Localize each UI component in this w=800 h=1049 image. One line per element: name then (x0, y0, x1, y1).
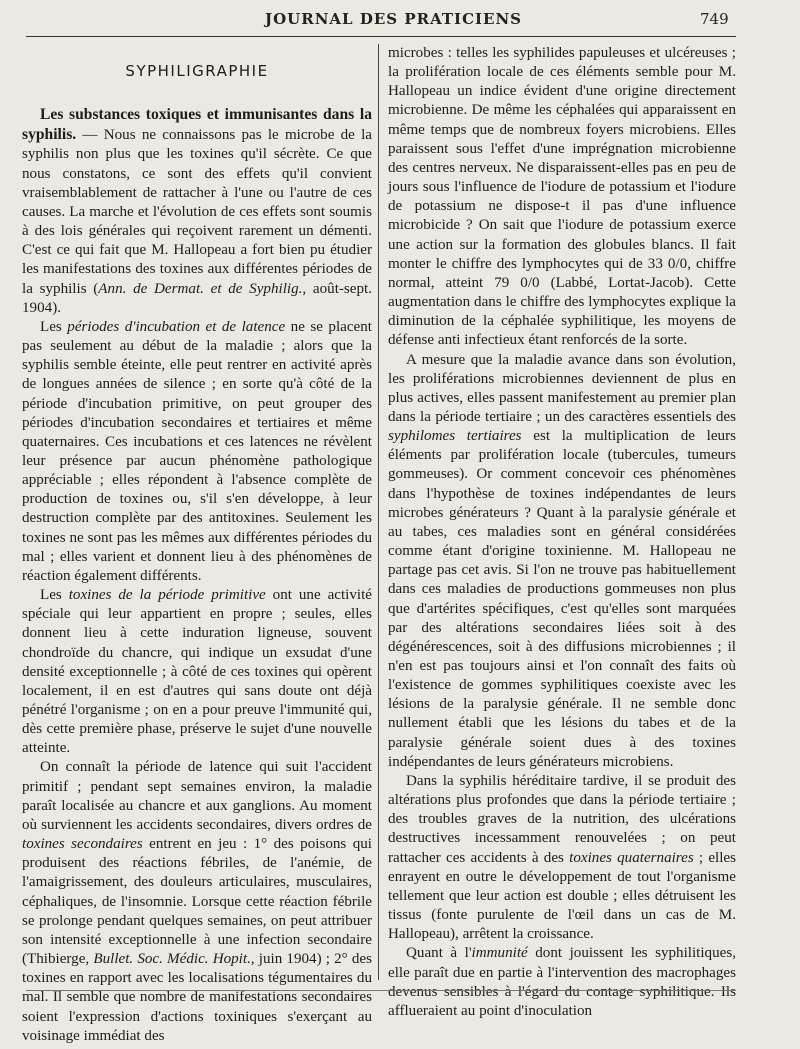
paragraph-text: Les (40, 318, 68, 335)
paragraph (22, 318, 372, 586)
page-number: 749 (700, 10, 729, 28)
paragraph-text: dont jouissent les syphilitiques, elle paraît due en partie à l'intervention des macrophages devenus sensibles à l'égard du contage syphilitique. Ils afflueraient au point d'inoculation (388, 945, 736, 1019)
section-title: SYPHILIGRAPHIE (125, 62, 269, 80)
paragraph-text: ne se placent pas seulement au début de la maladie ; alors que la syphilis semble éteinte, elle peut rentrer en activité après de longues années de silence ; en sorte qu'à côté de la période d'incubation primitive, on peut grouper des périodes d'incubation secondaires et tertiaires et même quaternaires. Ces incubations et ces latences ne révèlent leur présence par aucun phénomène pathologique appréciable ; elles répondent à l'absence complète de production de toxines ou, s'il s'en développe, à leur destruction complète par des antitoxines. Seulement les toxines ne sont pas les mêmes aux différentes périodes du mal ; elles varient et donnent lieu à des phénomènes de réaction également différents. (22, 318, 372, 584)
paragraph (388, 44, 736, 351)
paragraph-text: entrent en jeu : 1° des poisons qui produisent des réactions fébriles, de l'anémie, de l'amaigrissement, des douleurs articulaires, musculaires, céphaliques, de l'insomnie. Lorsque cette réaction fébrile se prolonge pendant quelques semaines, on peut attribuer son intensité exceptionnelle à une infection secondaire (Thibierge, (22, 836, 372, 968)
column-divider (378, 44, 379, 980)
paragraph (388, 351, 736, 772)
right-column (388, 44, 736, 1021)
paragraph-text: A mesure que la maladie avance dans son évolution, les proliférations microbiennes deviennent de plus en plus actives, elles passent manifestement au premier plan dans la période tertiaire ; un des caractères essentiels des (388, 351, 736, 425)
paragraph-text: Dans la syphilis héréditaire tardive, il se produit des altérations plus profondes que dans la période tertiaire ; des troubles graves de la nutrition, des ulcérations destructives incessamment renouvelées ; on peut rattacher ces accidents à des (388, 772, 736, 866)
citation: Ann. de Dermat. et de Syphilig. (98, 280, 303, 297)
paragraph-text: ont une activité spéciale qui leur appartient en propre ; seules, elles donnent lieu à cette induration ligneuse, souvent chondroïde du chancre, qui indique un exsudat d'une densité exceptionnelle ; à côté de ces toxines qui opèrent localement, il en est d'autres qui sans doute ont déjà pénétré l'organisme ; on en a pour preuve l'immunité qui, dès cette première phase, préserve le sujet d'une nouvelle atteinte. (22, 587, 372, 757)
paragraph-text: ; elles enrayent en outre le développement de tout l'organisme tellement que leur action est double ; elles détruisent les tissus (fonte purulente de l'œil dans un cas de M. Hallopeau), arrêtent la croissance. (388, 849, 736, 943)
citation: Bullet. Soc. Médic. Hopit. (93, 951, 251, 968)
emphasis: toxines secondaires (22, 836, 143, 853)
running-title: JOURNAL DES PRATICIENS (265, 10, 522, 28)
paragraph (388, 944, 736, 1021)
emphasis: toxines quaternaires (569, 849, 694, 866)
emphasis: toxines de la période primitive (68, 587, 266, 604)
paragraph (22, 586, 372, 758)
paragraph-text: , juin 1904) ; 2° des toxines en rapport avec les localisations tégumentaires du mal. Il semble que nombre de manifestations secondaires soient l'expression d'actions toxiniques s'exerçant au voisinage immédiat des (22, 951, 372, 1044)
paragraph-text: est la multiplication de leurs éléments par prolifération locale (tubercules, tumeurs gommeuses). Or comment concevoir ces phénomènes dans l'hypothèse de toxines indépendantes de leurs microbes générateurs ? Quant à la paralysie générale et au tabes, ces maladies sont en général considérées comme étant d'origine toxinienne. M. Hallopeau ne partage pas cet avis. Si l'on ne trouve pas habituellement dans ces maladies de productions gommeuses non plus que d'artérites spécifiques, c'est qu'elles sont marquées par des altérations secondaires liées soit à des dégénérescences, soit à des diffusions microbiennes ; il n'en est pas toujours ainsi et l'on connaît des faits où l'existence de gommes syphilitiques coexiste avec les lésions de la paralysie générale. Il ne semble donc nullement établi que les lésions du tabes et de la paralysie générale soient dues à des toxines indépendantes de leurs générateurs microbiens. (388, 428, 736, 770)
paragraph-text: Quant à l' (406, 945, 472, 962)
emphasis: syphilomes tertiaires (388, 428, 522, 445)
paragraph-text: Les (40, 587, 69, 604)
header-rule (26, 36, 736, 37)
emphasis: périodes d'incubation et de latence (67, 318, 286, 335)
paragraph (22, 105, 372, 318)
article-title: Les substances toxiques et immunisantes dans la syphilis. (22, 106, 372, 144)
emphasis: immunité (471, 945, 528, 962)
paragraph-text: , août-sept. 1904). (22, 280, 372, 316)
paragraph (22, 758, 372, 1045)
footer-rule (26, 990, 736, 991)
paragraph (388, 772, 736, 944)
paragraph-text: — Nous ne connaissons pas le microbe de la syphilis non plus que les toxines qu'il sécrète. Ce que nous constatons, ce sont des effets qu'il convient vraisemblablement de rattacher à l'une ou l'autre de ces causes. La marche et l'évolution de ces effets sont soumis à des lois générales qui reçoivent rarement un démenti. C'est ce qui fait que M. Hallopeau a fort bien pu étudier les manifestations des toxines aux différentes périodes de la syphilis ( (22, 127, 372, 297)
page-header (0, 0, 800, 36)
left-column (22, 42, 372, 1046)
paragraph-text: microbes : telles les syphilides papuleuses et ulcéreuses ; la prolifération locale de ces éléments semble pour M. Hallopeau un indice évident d'une origine directement microbienne. De même les céphalées qui apparaissent en même temps que de nombreux foyers microbiens. Elles paraissent sous l'effet d'une imprégnation microbienne des centres nerveux. Ne disparaissent-elles pas en peu de jours sous l'influence de l'iodure de potassium et l'iodure de potassium ne dispose-t il pas d'une influence microbicide ? On sait que l'iodure de potassium exerce une action sur la formation des globules blancs. Il fait monter le chiffre des lymphocytes qui de 33 0/0, chiffre normal, atteint 79 0/0 (Labbé, Lortat-Jacob). Cette augmentation dans le chiffre des lymphocytes explique la diminution de la céphalée syphilitique, les moyens de défense anti infectieux étant renforcés de la sorte. (388, 45, 736, 349)
paragraph-text: On connaît la période de latence qui suit l'accident primitif ; pendant sept semaines environ, la maladie paraît localisée au chancre et aux ganglions. Au moment où surviennent les accidents secondaires, divers ordres de (22, 759, 372, 833)
